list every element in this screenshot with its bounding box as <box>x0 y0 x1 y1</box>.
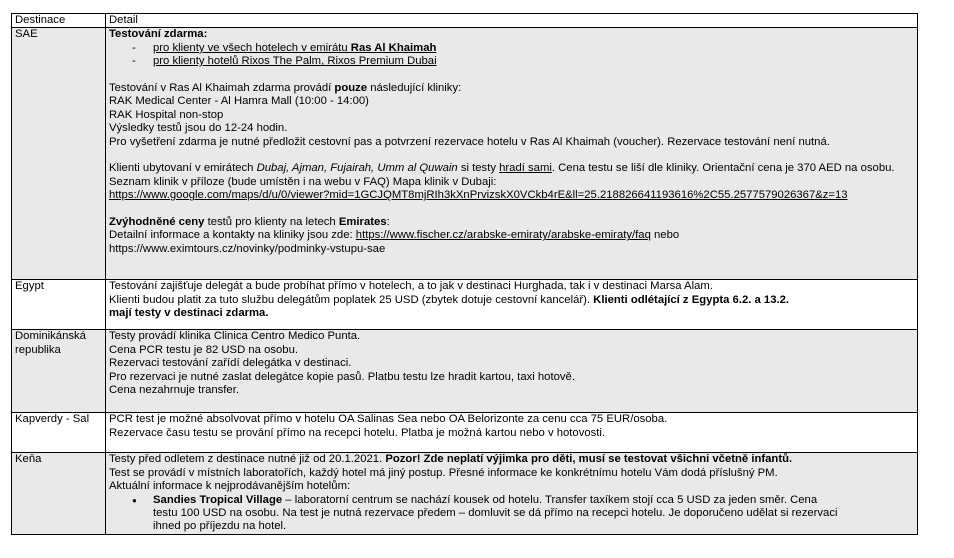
header-detail: Detail <box>106 14 918 28</box>
destination-cell: Kapverdy - Sal <box>12 413 106 453</box>
destination-cell: Egypt <box>12 280 106 330</box>
text-line: RAK Medical Center - Al Hamra Mall (10:00 - 14:00) <box>109 95 369 108</box>
list <box>109 42 914 69</box>
eximtours-link[interactable]: https://www.eximtours.cz/novinky/podminky-vstupu-sae <box>109 242 386 255</box>
text-line: Pro vyšetření zdarma je nutné předložit cestovní pas a potvrzení rezervace hotelu v Ras Al Khaimah (voucher). Rezervace testování není nutná. <box>109 135 830 148</box>
text-line: Rezervace času testu se prování přímo na recepci hotelu. Platba je možná kartou nebo v hotovosti. <box>109 426 606 439</box>
table-row <box>12 28 918 280</box>
list-item: - pro klienty hotelů Rixos The Palm, Rixos Premium Dubai <box>132 55 914 68</box>
list <box>109 494 914 534</box>
text-line: Výsledky testů jsou do 12-24 hodin. <box>109 122 288 135</box>
table-row <box>12 453 918 534</box>
text-line: RAK Hospital non-stop <box>109 108 224 121</box>
detail-cell <box>106 453 918 534</box>
document <box>11 13 918 535</box>
section-title: Testování zdarma: <box>109 28 208 41</box>
faq-link[interactable]: https://www.fischer.cz/arabske-emiraty/arabske-emiraty/faq <box>355 229 651 242</box>
text-line: Cena nezahrnuje transfer. <box>109 384 239 397</box>
text-paragraph: Klienti ubytovaní v emirátech Dubaj, Ajman, Fujairah, Umm al Quwain si testy hradí sami. Cena testu se liší dle kliniky. Orientační cena je 370 AED na osobu. Seznam klinik v příloze (bude umístěn i na webu v FAQ) Mapa klinik v Dubaji: <box>109 162 895 188</box>
text-line: Testování zajišťuje delegát a bude probíhat přímo v hotelech, a to jak v destinaci Hurghada, tak i v destinaci Marsa Alam. <box>109 280 713 293</box>
text-line: Cena PCR testu je 82 USD na osobu. <box>109 343 299 356</box>
text-line: Testování v Ras Al Khaimah zdarma provádí pouze následující kliniky: <box>109 82 462 95</box>
destinations-table <box>11 13 918 535</box>
destination-cell: Dominikánská republika <box>12 330 106 413</box>
text-line: Pro rezervaci je nutné zaslat delegátce kopie pasů. Platbu testu lze hradit kartou, taxi hotově. <box>109 370 575 383</box>
text-line: Test se provádí v místních laboratořích, každý hotel má jiný postup. Přesné informace ke konkrétnímu hotelu Vám dodá příslušný PM. <box>109 466 778 479</box>
text-line: PCR test je možné absolvovat přímo v hotelu OA Salinas Sea nebo OA Belorizonte za cenu cca 75 EUR/osoba. <box>109 413 668 426</box>
text-line: Detailní informace a kontakty na kliniky jsou zde: https://www.fischer.cz/arabske-emiraty/arabske-emiraty/faq nebo <box>109 229 680 242</box>
text-paragraph: Klienti budou platit za tuto službu delegátům poplatek 25 USD (zbytek dotuje cestovní kancelář). Klienti odlétající z Egypta 6.2. a 13.2. mají testy v destinaci zdarma. <box>109 293 790 320</box>
detail-cell <box>106 330 918 413</box>
destination-cell: Keňa <box>12 453 106 534</box>
table-header-row <box>12 14 918 28</box>
table-row <box>12 330 918 413</box>
map-link[interactable]: https://www.google.com/maps/d/u/0/viewer?mid=1GCJQMT8mjRIh3kXnPrvizskX0VCkb4rE&ll=25.218826641193616%2C55.2577579026367&z=13 <box>109 189 848 202</box>
list-item: ● Sandies Tropical Village – laboratorní centrum se nachází kousek od hotelu. Transfer taxíkem stojí cca 5 USD za jeden směr. Cena testu 100 USD na osobu. Na test je nutná rezervace předem – domluvit se dá přímo na recepci hotelu. Je doporučeno udělat si rezervaci ihned po příjezdu na hotel. <box>132 494 914 534</box>
text-line: Rezervaci testování zařídí delegátka v destinaci. <box>109 357 352 370</box>
detail-cell <box>106 280 918 330</box>
table-row <box>12 413 918 453</box>
header-destination: Destinace <box>12 14 106 28</box>
detail-cell <box>106 413 918 453</box>
list-item: - pro klienty ve všech hotelech v emirátu Ras Al Khaimah <box>132 42 914 55</box>
text-line: Testy provádí klinika Clinica Centro Medico Punta. <box>109 330 361 343</box>
text-line: Testy před odletem z destinace nutné již od 20.1.2021. Pozor! Zde neplatí výjimka pro děti, musí se testovat všichni včetně infantů. <box>109 453 793 466</box>
text-line: Aktuální informace k nejprodávanějším hotelům: <box>109 480 351 493</box>
text-line: Zvýhodněné ceny testů pro klienty na letech Emirates: <box>109 216 390 229</box>
destination-cell: SAE <box>12 28 106 280</box>
table-row <box>12 280 918 330</box>
detail-cell <box>106 28 918 280</box>
